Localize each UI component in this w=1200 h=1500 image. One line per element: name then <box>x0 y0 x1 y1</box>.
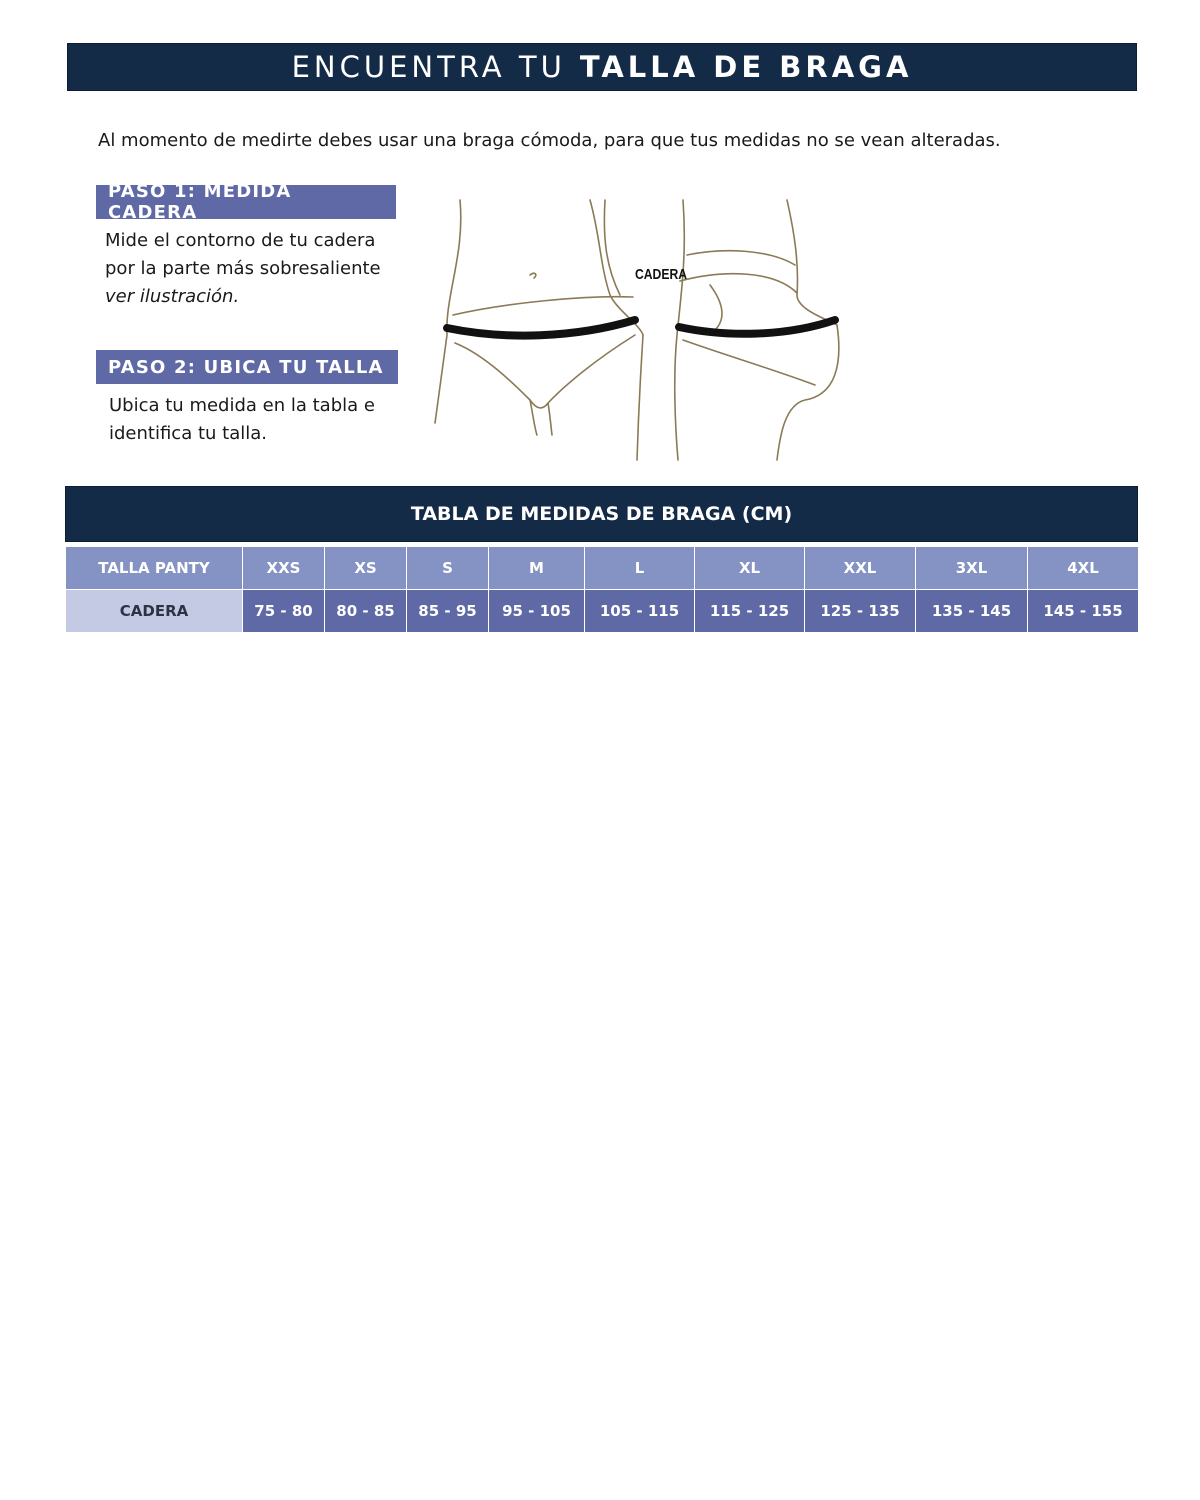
step2-label: PASO 2: UBICA TU TALLA <box>96 350 398 384</box>
header-row-label: TALLA PANTY <box>66 547 243 590</box>
step2-line: Ubica tu medida en la tabla e <box>109 395 375 416</box>
hip-values-row <box>66 590 1139 633</box>
value-cell: 85 - 95 <box>407 590 489 633</box>
value-cell: 115 - 125 <box>695 590 805 633</box>
value-cell: 135 - 145 <box>916 590 1028 633</box>
value-cell: 125 - 135 <box>805 590 916 633</box>
size-cell: 3XL <box>916 547 1028 590</box>
size-cell: XS <box>325 547 407 590</box>
intro-text: Al momento de medirte debes usar una braga cómoda, para que tus medidas no se vean alteradas. <box>98 130 1001 151</box>
value-cell: 80 - 85 <box>325 590 407 633</box>
size-cell: M <box>489 547 585 590</box>
value-cell: 105 - 115 <box>585 590 695 633</box>
size-table-section <box>65 486 1138 633</box>
size-cell: L <box>585 547 695 590</box>
values-row-label: CADERA <box>66 590 243 633</box>
value-cell: 75 - 80 <box>243 590 325 633</box>
step2-text <box>109 392 375 448</box>
size-cell: S <box>407 547 489 590</box>
size-cell: XL <box>695 547 805 590</box>
value-cell: 145 - 155 <box>1028 590 1139 633</box>
size-table <box>65 546 1139 633</box>
value-cell: 95 - 105 <box>489 590 585 633</box>
step1-line: por la parte más sobresaliente <box>105 258 381 279</box>
step1-text <box>105 227 381 311</box>
banner-title-bold: TALLA DE BRAGA <box>579 50 913 84</box>
size-cell: XXL <box>805 547 916 590</box>
size-cell: XXS <box>243 547 325 590</box>
step1-label: PASO 1: MEDIDA CADERA <box>96 185 396 219</box>
size-header-row <box>66 547 1139 590</box>
step1-line: Mide el contorno de tu cadera <box>105 230 376 251</box>
step1-italic-note: ver ilustración. <box>105 286 240 307</box>
illustration-label: CADERA <box>635 266 688 283</box>
page-banner <box>67 43 1137 91</box>
table-title: TABLA DE MEDIDAS DE BRAGA (CM) <box>65 486 1138 542</box>
step2-line: identifica tu talla. <box>109 423 267 444</box>
hip-measure-illustration <box>425 195 865 465</box>
size-cell: 4XL <box>1028 547 1139 590</box>
banner-title-light: ENCUENTRA TU <box>291 50 566 84</box>
